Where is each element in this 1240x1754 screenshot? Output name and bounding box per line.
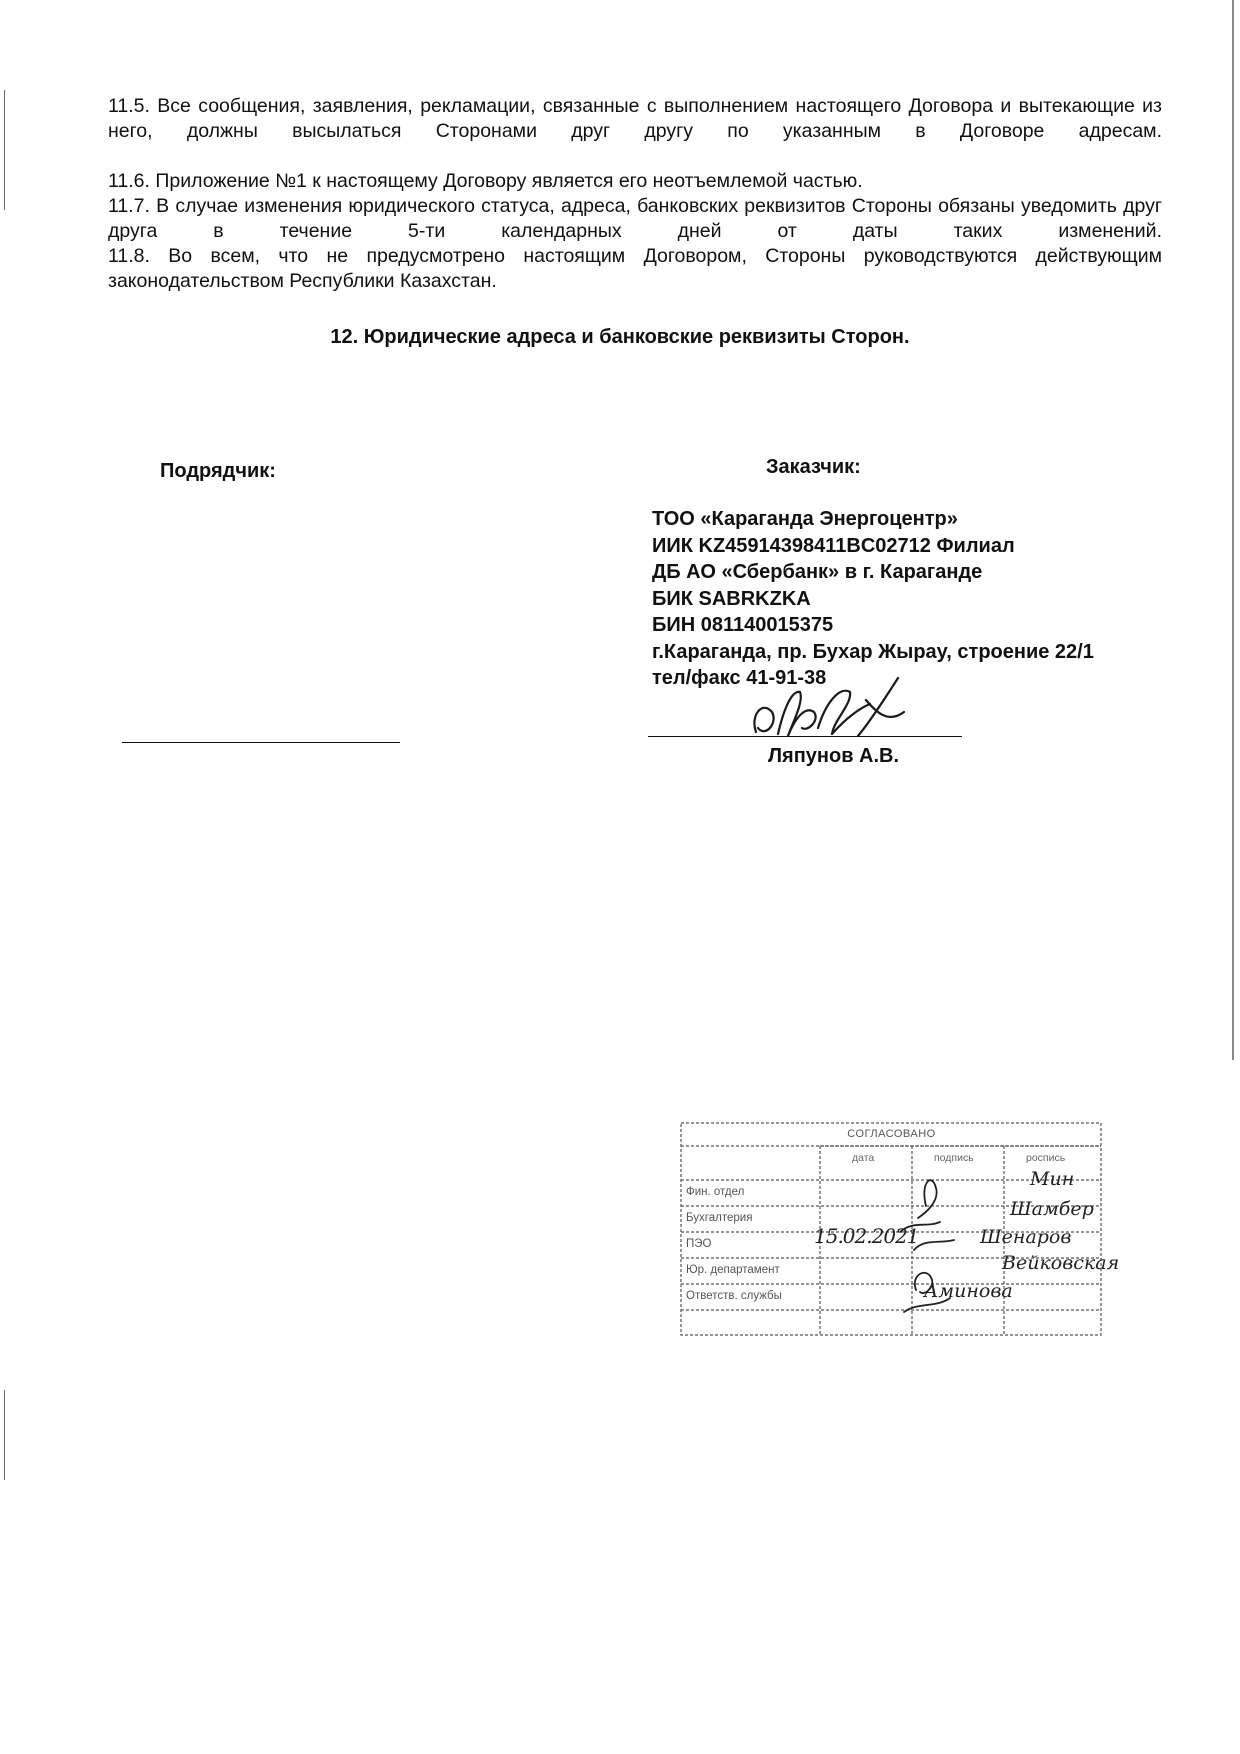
approval-stamp-title: СОГЛАСОВАНО <box>847 1128 936 1140</box>
clause-11-5: 11.5. Все сообщения, заявления, рекламации, связанные с выполнением настоящего Договора и вытекающие из него, должны высылаться Сторонами друг другу по указанным в Договоре адресам. <box>108 95 1162 142</box>
customer-phone: тел/факс 41-91-38 <box>652 667 827 689</box>
stamp-date-entry: 15.02.2021 <box>814 1224 919 1248</box>
customer-requisites <box>652 506 1094 692</box>
stamp-handwritten-accounting: Шамбер <box>1010 1198 1094 1220</box>
scan-edge-right <box>1232 0 1234 1060</box>
clause-11-6: 11.6. Приложение №1 к настоящему Договору является его неотъемлемой частью. <box>108 170 863 192</box>
customer-bank: ДБ АО «Сбербанк» в г. Караганде <box>652 561 983 583</box>
customer-label: Заказчик: <box>766 456 861 478</box>
customer-bin: БИН 081140015375 <box>652 614 834 636</box>
stamp-row-responsible: Ответств. службы <box>686 1290 782 1302</box>
stamp-handwritten-legal: Вейковская <box>1002 1252 1120 1274</box>
contractor-label: Подрядчик: <box>160 460 276 482</box>
clause-11-8: 11.8. Во всем, что не предусмотрено настоящим Договором, Стороны руководствуются действующим законодательством Республики Казахстан. <box>108 245 1162 292</box>
stamp-row-finance: Фин. отдел <box>686 1186 745 1198</box>
stamp-initials-scribbles <box>880 1162 990 1322</box>
stamp-row-accounting: Бухгалтерия <box>686 1212 753 1224</box>
stamp-row-peo: ПЭО <box>686 1238 712 1250</box>
stamp-column-name: роспись <box>1026 1152 1066 1164</box>
customer-company-name: ТОО «Караганда Энергоцентр» <box>652 508 958 530</box>
stamp-row-legal: Юр. департамент <box>686 1264 780 1276</box>
scan-edge-left-1 <box>4 90 5 210</box>
customer-signature <box>748 672 928 750</box>
section-heading: 12. Юридические адреса и банковские реквизиты Сторон. <box>330 326 910 348</box>
customer-address: г.Караганда, пр. Бухар Жырау, строение 22/1 <box>652 640 1094 663</box>
clause-11-7: 11.7. В случае изменения юридического статуса, адреса, банковских реквизитов Стороны обязаны уведомить друг друга в течение 5-ти календарных дней от даты таких изменений. <box>108 195 1162 242</box>
customer-iik: ИИК KZ45914398411BC02712 Филиал <box>652 534 1015 557</box>
stamp-column-date: дата <box>852 1152 875 1164</box>
stamp-handwritten-peo: Шенаров <box>980 1226 1072 1248</box>
approval-stamp <box>680 1122 1120 1336</box>
customer-bik: БИК SABRKZKA <box>652 587 811 610</box>
stamp-handwritten-responsible: Аминова <box>924 1280 1013 1302</box>
customer-signatory-name: Ляпунов А.В. <box>768 745 900 767</box>
stamp-handwritten-finance: Мин <box>1030 1168 1075 1190</box>
scan-edge-left-2 <box>4 1390 5 1480</box>
contractor-signature-line <box>122 742 400 743</box>
stamp-column-signature: подпись <box>934 1152 974 1164</box>
